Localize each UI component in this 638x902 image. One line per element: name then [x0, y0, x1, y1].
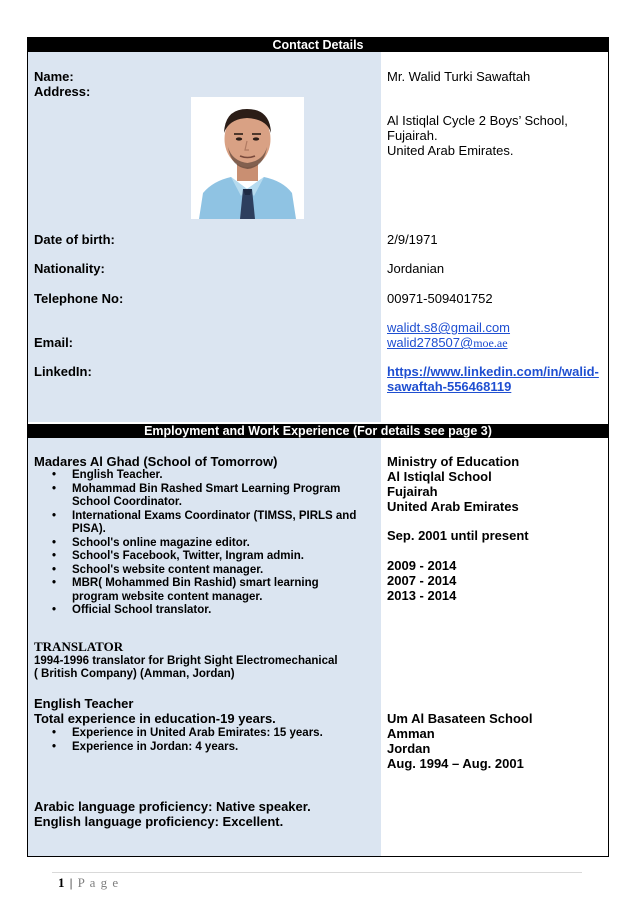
duty-item: • English Teacher.	[34, 469, 356, 483]
address-line-2: Fujairah.	[387, 128, 438, 143]
email-link-gmail[interactable]: walidt.s8@gmail.com	[387, 320, 511, 335]
name-value: Mr. Walid Turki Sawaftah	[387, 69, 531, 84]
experience-item: • Experience in Jordan: 4 years.	[34, 741, 323, 755]
job2-period: Aug. 1994 – Aug. 2001	[387, 756, 524, 771]
email-domain: moe.ae	[473, 336, 508, 350]
page-number: 1	[58, 875, 66, 890]
duty-item: • Mohammad Bin Rashed Smart Learning Program	[34, 483, 356, 497]
address-line-3: United Arab Emirates.	[387, 143, 514, 158]
duty-item: • School's online magazine editor.	[34, 537, 356, 551]
profile-photo	[191, 97, 304, 219]
linkedin-label: LinkedIn:	[34, 364, 92, 379]
cv-page	[27, 37, 609, 857]
profile-photo-illustration	[191, 97, 304, 219]
experience-item: • Experience in United Arab Emirates: 15 years.	[34, 727, 323, 741]
duty-item-continued	[34, 591, 356, 605]
page-label: P a g e	[77, 875, 120, 890]
email-link-moe[interactable]	[387, 335, 508, 351]
phone-value: 00971-509401752	[387, 291, 493, 306]
address-label: Address:	[34, 84, 91, 99]
job1-duties-list	[34, 469, 356, 618]
linkedin-link-line-1[interactable]: https://www.linkedin.com/in/walid-	[387, 364, 599, 379]
duty-item: • International Exams Coordinator (TIMSS, PIRLS and	[34, 510, 356, 524]
translator-title: TRANSLATOR	[34, 639, 124, 654]
job1-employer: Ministry of Education	[387, 454, 520, 469]
job2-school: Um Al Basateen School	[387, 711, 533, 726]
duty-item-continued	[34, 523, 356, 537]
duty-item: • Official School translator.	[34, 604, 356, 618]
job2-city: Amman	[387, 726, 435, 741]
dob-label: Date of birth:	[34, 232, 115, 247]
page-footer	[58, 875, 119, 891]
duty-item: • MBR( Mohammed Bin Rashid) smart learning	[34, 577, 356, 591]
phone-label: Telephone No:	[34, 291, 124, 306]
linkedin-link-line-2[interactable]: sawaftah-556468119	[387, 379, 512, 394]
job1-school: Al Istiqlal School	[387, 469, 492, 484]
duty-item: • School's Facebook, Twitter, Ingram admin.	[34, 550, 356, 564]
translator-line-1: 1994-1996 translator for Bright Sight Electromechanical	[34, 655, 338, 667]
nationality-label: Nationality:	[34, 261, 105, 276]
email-user: walid278507@	[387, 335, 474, 350]
contact-header: Contact Details	[28, 38, 608, 52]
job1-title: Madares Al Ghad (School of Tomorrow)	[34, 454, 278, 469]
year-range: 2007 - 2014	[387, 573, 457, 588]
year-range: 2013 - 2014	[387, 588, 457, 603]
dob-value: 2/9/1971	[387, 232, 438, 247]
address-line-1: Al Istiqlal Cycle 2 Boys’ School,	[387, 113, 568, 128]
year-range: 2009 - 2014	[387, 558, 457, 573]
duty-item: • School's website content manager.	[34, 564, 356, 578]
duty-continuation: PISA).	[72, 523, 106, 535]
nationality-value: Jordanian	[387, 261, 445, 276]
teacher-title: English Teacher	[34, 696, 134, 711]
job2-country: Jordan	[387, 741, 431, 756]
job1-city: Fujairah	[387, 484, 438, 499]
teacher-experience-list	[34, 727, 323, 754]
teacher-total: Total experience in education-19 years.	[34, 711, 276, 726]
employment-header: Employment and Work Experience (For details see page 3)	[28, 424, 608, 438]
duty-continuation: School Coordinator.	[72, 496, 182, 508]
footer-divider	[52, 872, 582, 873]
duty-continuation: program website content manager.	[72, 590, 263, 603]
duty-item-continued	[34, 496, 356, 510]
job1-period: Sep. 2001 until present	[387, 528, 529, 543]
translator-line-2: ( British Company) (Amman, Jordan)	[34, 668, 235, 680]
english-proficiency: English language proficiency: Excellent.	[34, 814, 284, 829]
email-label: Email:	[34, 335, 74, 350]
job1-country: United Arab Emirates	[387, 499, 519, 514]
arabic-proficiency: Arabic language proficiency: Native speaker.	[34, 799, 311, 814]
name-label: Name:	[34, 69, 74, 84]
footer-separator: |	[69, 875, 74, 890]
